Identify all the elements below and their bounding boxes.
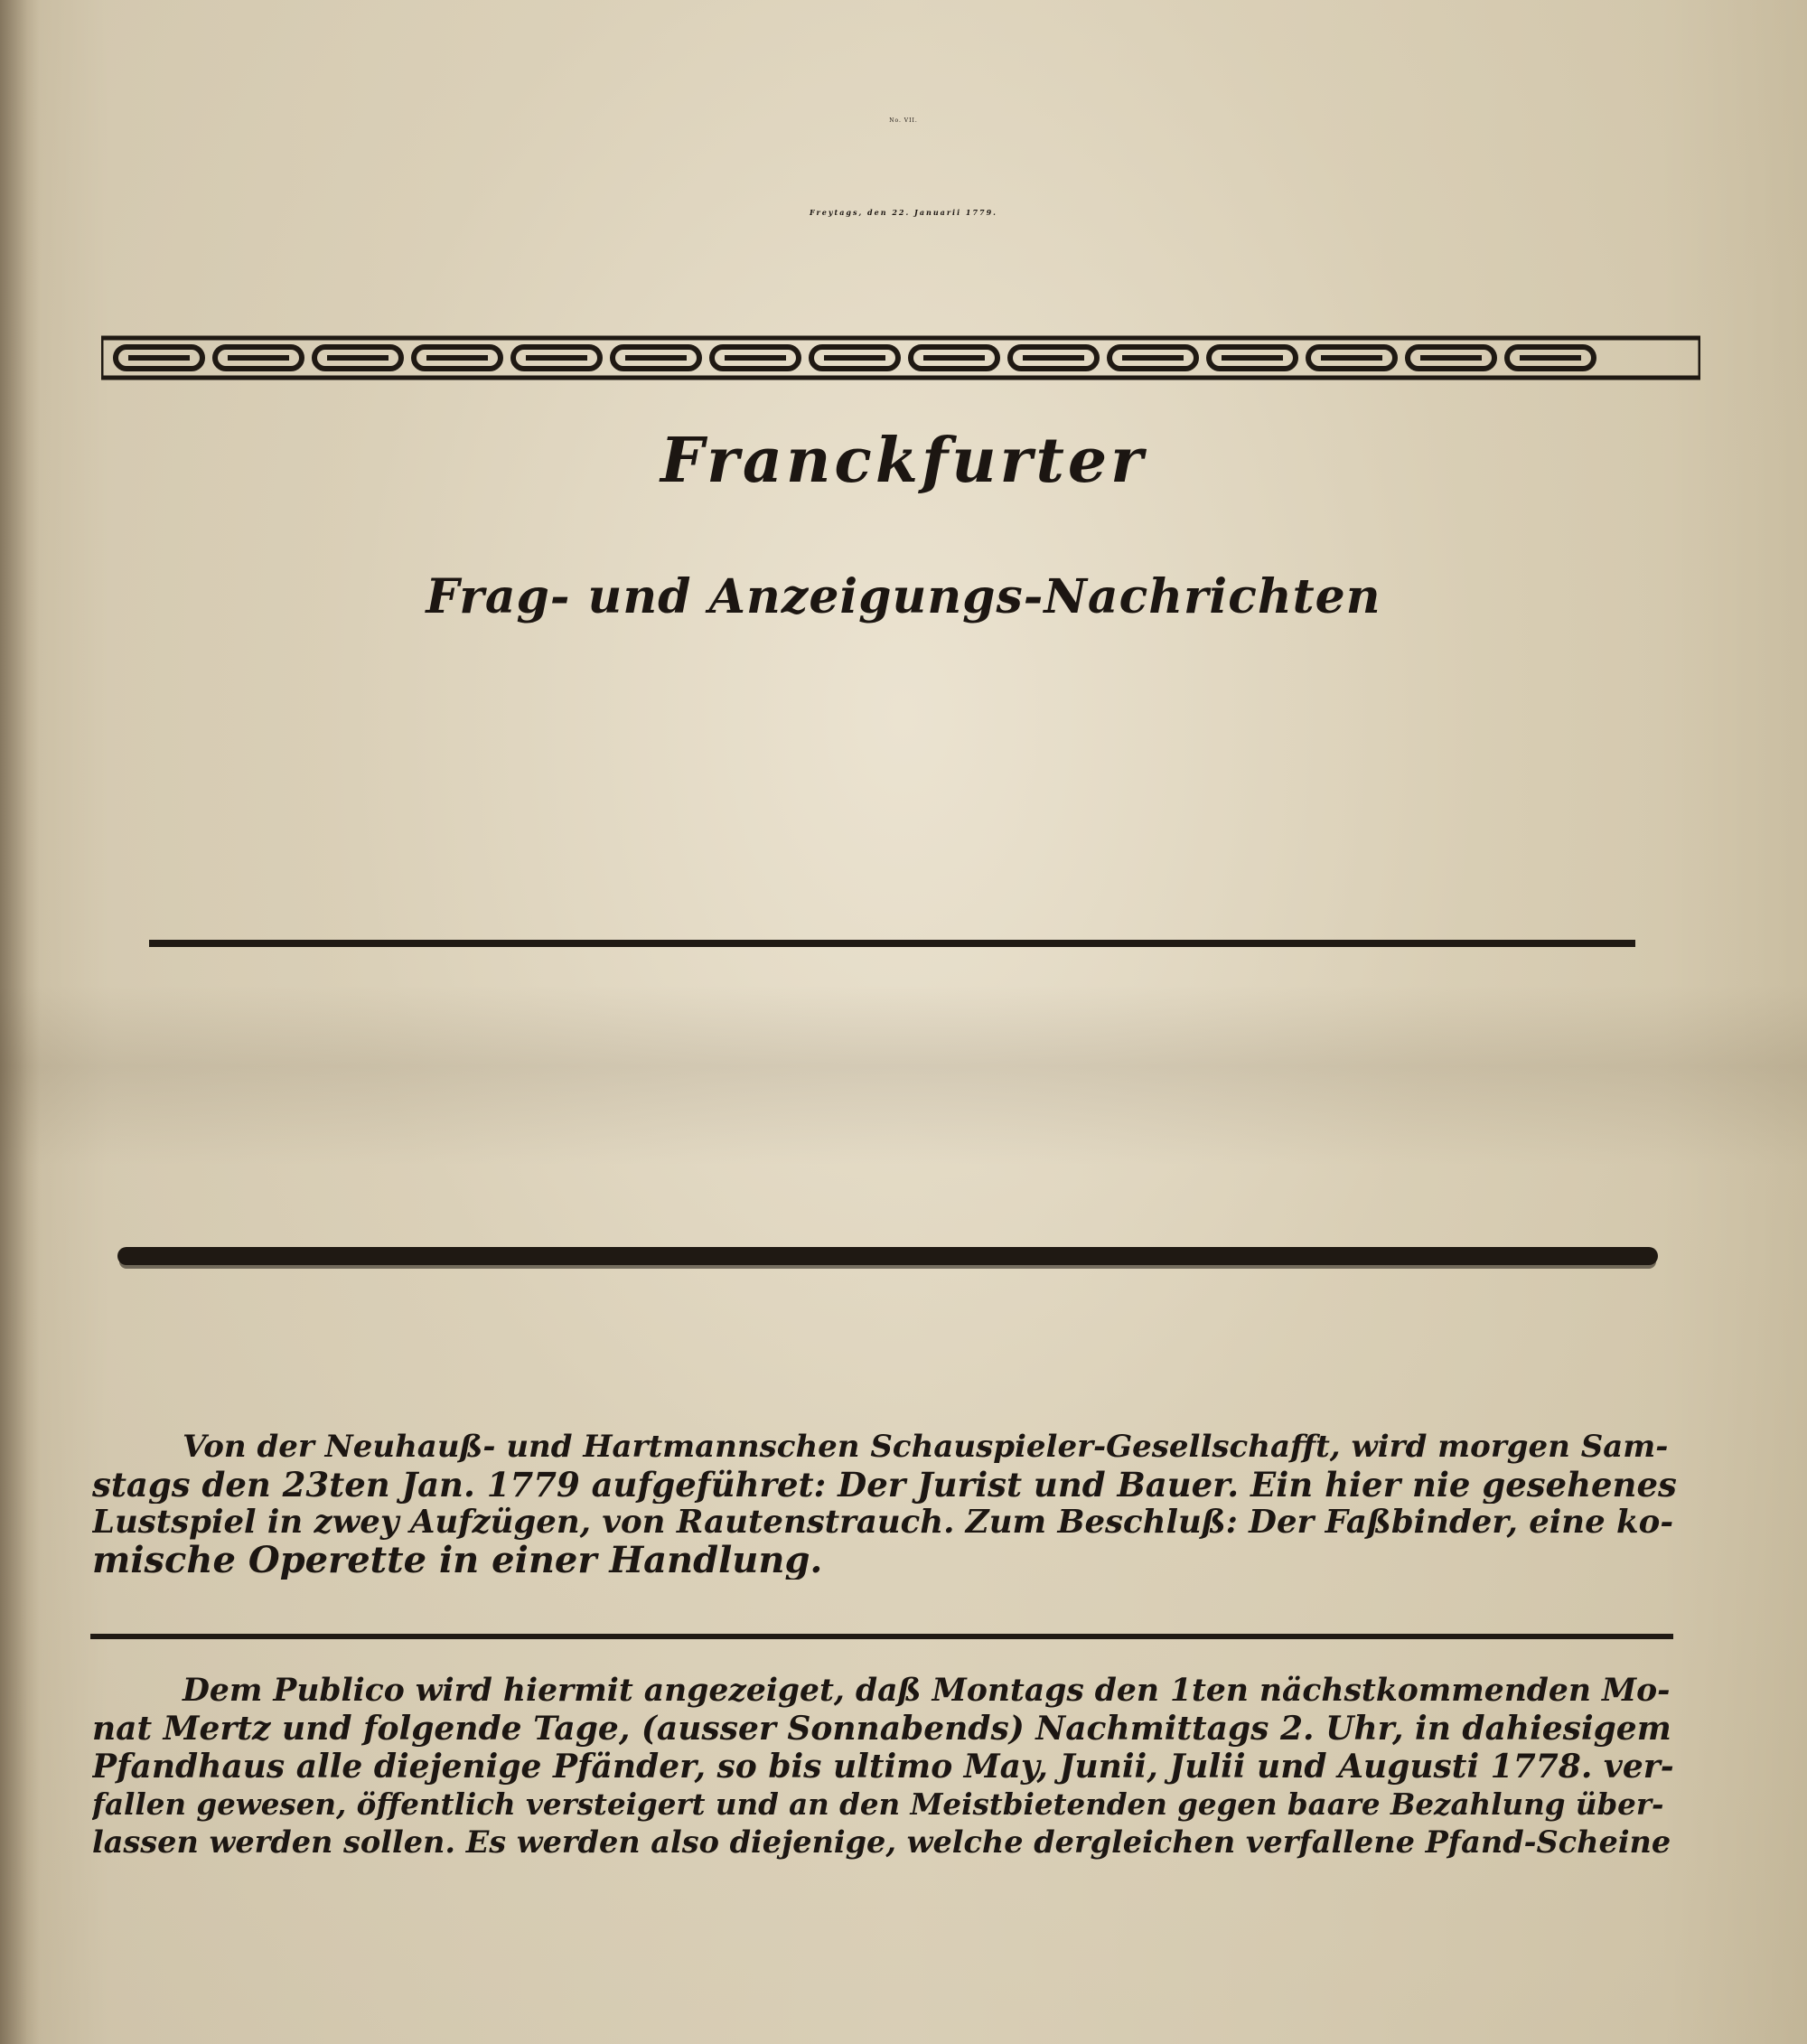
article-line: stags den 23ten Jan. 1779 aufgeführet: Der Jurist und Bauer. Ein hier nie gesehenes [92, 1466, 1677, 1504]
article-line: mische Operette in einer Handlung. [92, 1542, 823, 1580]
issue-number: No. VII. [889, 117, 918, 124]
article-line: Lustspiel in zwey Aufzügen, von Rautenstrauch. Zum Beschluß: Der Faßbinder, eine ko- [92, 1504, 1674, 1541]
thick-divider-rule [117, 1247, 1658, 1265]
newspaper-title-line-1: Franckfurter [660, 425, 1147, 497]
article-line: Pfandhaus alle diejenige Pfänder, so bis ultimo May, Junii, Julii und Augusti 1778. ver- [92, 1748, 1674, 1786]
newspaper-title-line-2: Frag- und Anzeigungs-Nachrichten [426, 569, 1381, 624]
article-line: Dem Publico wird hiermit angezeiget, daß Montags den 1ten nächstkommenden Mo- [183, 1673, 1671, 1709]
divider-rule [149, 940, 1635, 947]
article-line: nat Mertz und folgende Tage, (ausser Sonnabends) Nachmittags 2. Uhr, in dahiesigem [92, 1710, 1671, 1748]
article-line: fallen gewesen, öffentlich versteigert und an den Meistbietenden gegen baare Bezahlung über- [92, 1786, 1664, 1822]
article-divider-rule [90, 1634, 1673, 1639]
article-line: lassen werden sollen. Es werden also diejenige, welche dergleichen verfallene Pfand-Scheine [92, 1824, 1671, 1860]
article-theatre-notice [92, 1428, 1682, 1580]
issue-date: Freytags, den 22. Januarii 1779. [810, 208, 997, 217]
ornamental-chain-border [101, 334, 1700, 381]
article-line: Von der Neuhauß- und Hartmannschen Schauspieler-Gesellschafft, wird morgen Sam- [183, 1429, 1669, 1465]
paper-crease [0, 985, 1807, 1166]
article-pawnshop-notice [92, 1672, 1682, 1861]
